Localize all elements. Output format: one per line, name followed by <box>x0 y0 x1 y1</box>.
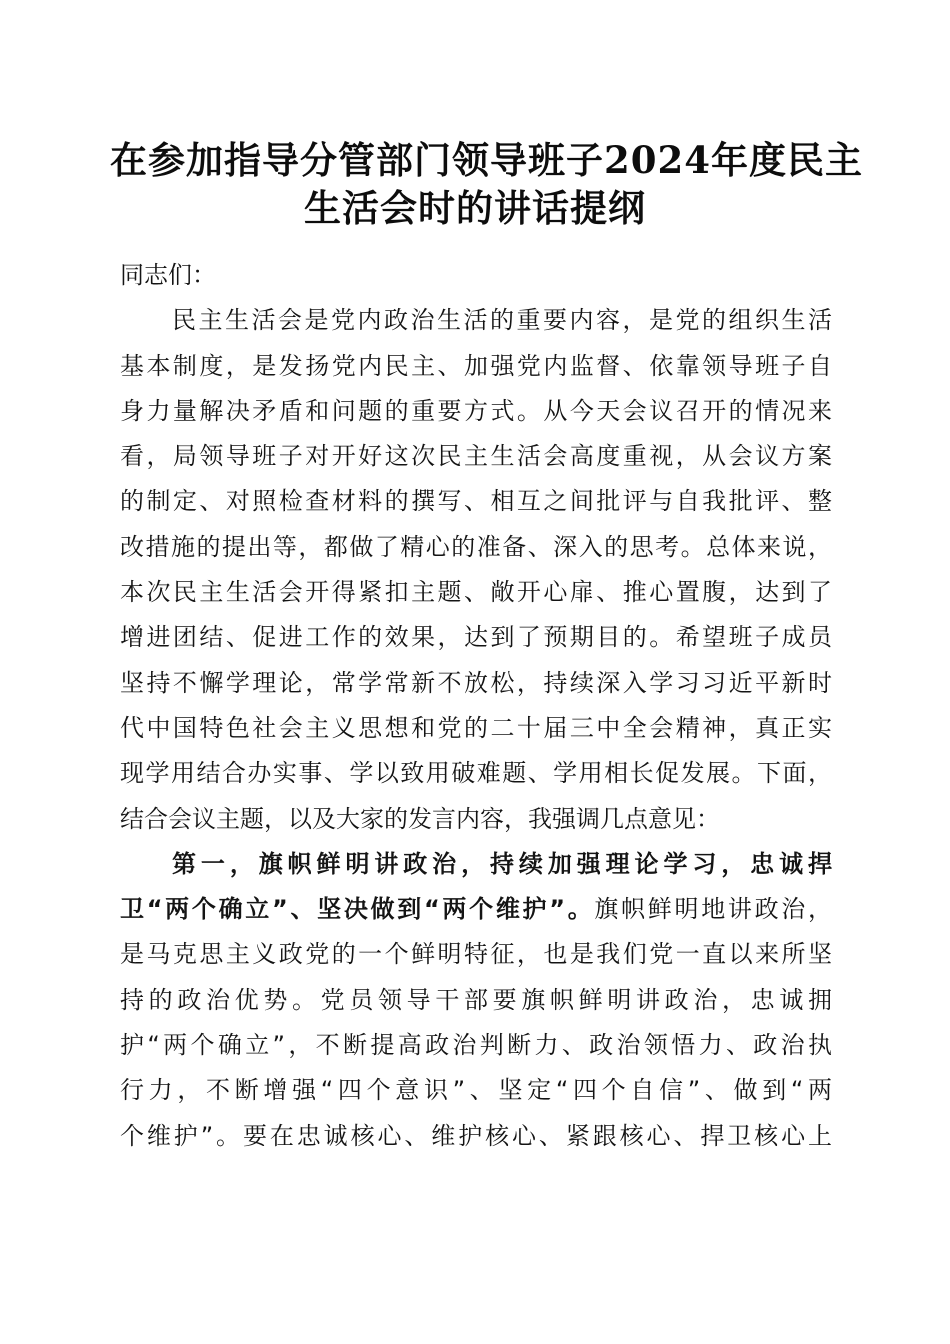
paragraph-1 <box>120 298 832 842</box>
title-line-2: 生活会时的讲话提纲 <box>304 186 646 230</box>
paragraph-line: 坚持不懈学理论，常学常新不放松，持续深入学习习近平新时 <box>120 668 832 697</box>
paragraph-line: 行力，不断增强“四个意识”、坚定“四个自信”、做到“两 <box>120 1076 832 1105</box>
paragraph-line: 看，局领导班子对开好这次民主生活会高度重视，从会议方案 <box>120 442 832 471</box>
document-body <box>120 253 832 1159</box>
section-heading-bold-text: 卫“两个确立”、坚决做到“两个维护”。 <box>120 895 595 924</box>
paragraph-line: 代中国特色社会主义思想和党的二十届三中全会精神，真正实 <box>120 713 832 742</box>
document-title <box>110 136 863 232</box>
paragraph-line: 民主生活会是党内政治生活的重要内容，是党的组织生活 <box>172 306 832 335</box>
paragraph-2 <box>120 842 832 1159</box>
salutation: 同志们： <box>120 261 216 289</box>
paragraph-line: 个维护”。要在忠诚核心、维护核心、紧跟核心、捍卫核心上 <box>120 1121 832 1150</box>
paragraph-line: 是马克思主义政党的一个鲜明特征，也是我们党一直以来所坚 <box>120 940 832 969</box>
paragraph-inline-text: 旗帜鲜明地讲政治， <box>594 895 833 924</box>
paragraph-line: 基本制度，是发扬党内民主、加强党内监督、依靠领导班子自 <box>120 351 832 380</box>
paragraph-line: 身力量解决矛盾和问题的重要方式。从今天会议召开的情况来 <box>120 396 832 425</box>
paragraph-line: 增进团结、促进工作的效果，达到了预期目的。希望班子成员 <box>120 623 832 652</box>
paragraph-line: 持的政治优势。党员领导干部要旗帜鲜明讲政治，忠诚拥 <box>120 985 832 1014</box>
paragraph-line: 护“两个确立”，不断提高政治判断力、政治领悟力、政治执 <box>120 1031 832 1060</box>
paragraph-line: 改措施的提出等，都做了精心的准备、深入的思考。总体来说， <box>120 532 832 561</box>
paragraph-line: 的制定、对照检查材料的撰写、相互之间批评与自我批评、整 <box>120 487 832 516</box>
section-heading-line-2 <box>120 887 832 932</box>
paragraph-line: 本次民主生活会开得紧扣主题、敞开心扉、推心置腹，达到了 <box>120 578 832 607</box>
section-heading-line-1: 第一，旗帜鲜明讲政治，持续加强理论学习，忠诚捍 <box>172 849 832 878</box>
paragraph-line: 现学用结合办实事、学以致用破难题、学用相长促发展。下面， <box>120 759 832 788</box>
title-line-1: 在参加指导分管部门领导班子2024年度民主 <box>110 138 863 182</box>
paragraph-line: 结合会议主题，以及大家的发言内容，我强调几点意见： <box>120 804 720 833</box>
